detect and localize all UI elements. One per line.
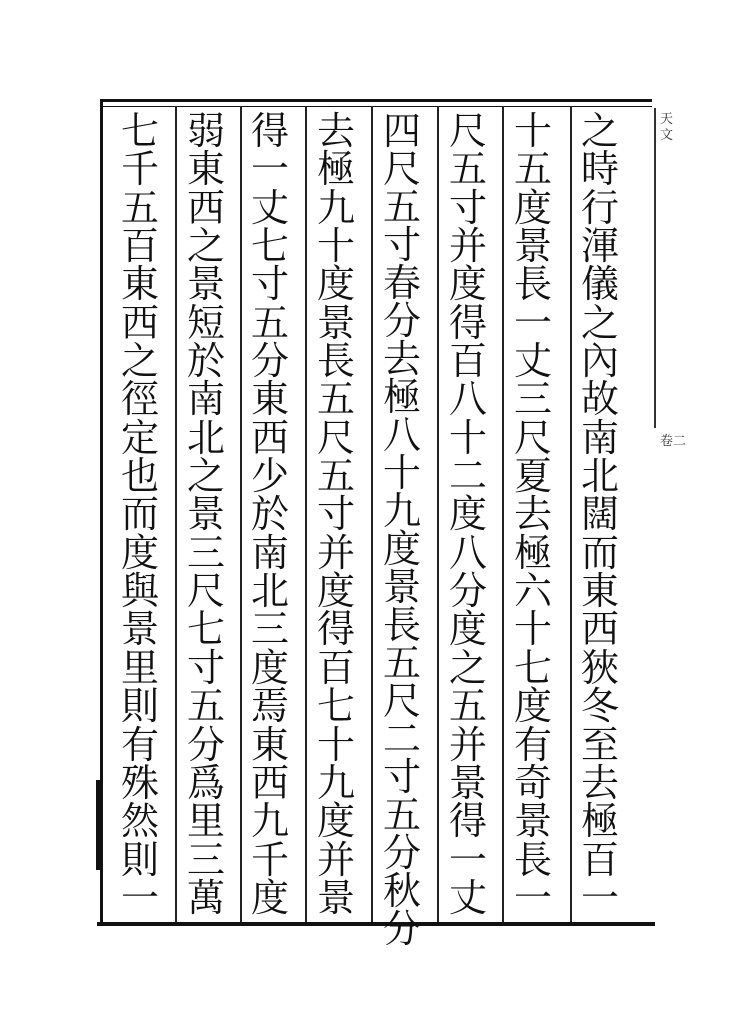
character: 尺 xyxy=(316,415,355,460)
character: 奇 xyxy=(513,760,552,805)
character: 去 xyxy=(316,109,355,153)
character: 一 xyxy=(120,875,159,920)
column-divider xyxy=(502,106,504,922)
character: 三 xyxy=(186,837,225,882)
character: 極 xyxy=(513,530,552,575)
character: 短 xyxy=(186,300,225,345)
character: 北 xyxy=(580,454,619,499)
character: 并 xyxy=(316,530,355,575)
character: 景 xyxy=(448,760,487,805)
character: 三 xyxy=(186,530,225,575)
character: 分 xyxy=(382,299,421,343)
character: 之 xyxy=(580,300,619,345)
character: 極 xyxy=(580,799,619,844)
character: 南 xyxy=(250,530,289,575)
character: 并 xyxy=(448,722,487,767)
character: 丈 xyxy=(448,875,487,920)
character: 五 xyxy=(448,684,487,729)
character: 七 xyxy=(186,607,225,652)
character: 之 xyxy=(448,645,487,690)
character: 尺 xyxy=(513,415,552,460)
character: 則 xyxy=(120,837,159,882)
character: 西 xyxy=(186,185,225,230)
character: 長 xyxy=(316,339,355,384)
character: 二 xyxy=(382,717,421,761)
character: 景 xyxy=(513,224,552,269)
character: 十 xyxy=(513,109,552,153)
character: 冬 xyxy=(580,684,619,729)
text-column xyxy=(374,109,430,951)
character: 於 xyxy=(186,339,225,384)
character: 度 xyxy=(316,569,355,614)
character: 九 xyxy=(250,799,289,844)
text-column xyxy=(178,109,234,920)
character: 丈 xyxy=(250,185,289,230)
character: 七 xyxy=(120,109,159,153)
margin-box xyxy=(654,108,682,428)
character: 內 xyxy=(580,339,619,384)
column-divider xyxy=(371,106,373,922)
character: 千 xyxy=(250,837,289,882)
character: 然 xyxy=(120,799,159,844)
character: 度 xyxy=(382,527,421,571)
character: 四 xyxy=(382,109,421,153)
character: 寸 xyxy=(316,492,355,537)
character: 極 xyxy=(316,147,355,192)
character: 度 xyxy=(513,185,552,230)
character: 定 xyxy=(120,415,159,460)
character: 景 xyxy=(316,300,355,345)
character: 六 xyxy=(513,569,552,614)
character: 景 xyxy=(316,875,355,920)
character: 而 xyxy=(580,530,619,575)
column-divider xyxy=(437,106,439,922)
character: 儀 xyxy=(580,262,619,307)
character: 殊 xyxy=(120,760,159,805)
character: 十 xyxy=(513,607,552,652)
character: 一 xyxy=(448,837,487,882)
character: 景 xyxy=(382,565,421,609)
character: 一 xyxy=(513,300,552,345)
character: 長 xyxy=(382,603,421,647)
frame-border-top xyxy=(100,99,652,102)
character: 五 xyxy=(382,185,421,229)
character: 五 xyxy=(448,147,487,192)
character: 九 xyxy=(382,489,421,533)
character: 與 xyxy=(120,569,159,614)
character: 而 xyxy=(120,492,159,537)
character: 五 xyxy=(316,454,355,499)
character: 西 xyxy=(250,760,289,805)
character: 七 xyxy=(513,645,552,690)
character: 八 xyxy=(382,413,421,457)
character: 并 xyxy=(448,224,487,269)
character: 東 xyxy=(120,262,159,307)
character: 九 xyxy=(316,185,355,230)
character: 五 xyxy=(186,684,225,729)
column-divider xyxy=(305,106,307,922)
character: 千 xyxy=(120,147,159,192)
character: 去 xyxy=(580,760,619,805)
character: 并 xyxy=(316,837,355,882)
character: 則 xyxy=(120,684,159,729)
character: 爲 xyxy=(186,760,225,805)
character: 得 xyxy=(316,607,355,652)
gutter-mark xyxy=(96,780,101,870)
character: 焉 xyxy=(250,684,289,729)
character: 長 xyxy=(513,837,552,882)
character: 得 xyxy=(250,109,289,153)
character: 狹 xyxy=(580,645,619,690)
character: 也 xyxy=(120,454,159,499)
character: 三 xyxy=(250,607,289,652)
character: 秋 xyxy=(382,869,421,913)
character: 夏 xyxy=(513,454,552,499)
character: 尺 xyxy=(382,679,421,723)
character: 分 xyxy=(382,831,421,875)
text-column xyxy=(572,109,628,920)
character: 度 xyxy=(250,875,289,920)
character: 五 xyxy=(120,185,159,230)
character: 五 xyxy=(250,300,289,345)
character: 七 xyxy=(250,224,289,269)
character: 里 xyxy=(120,645,159,690)
character: 景 xyxy=(513,799,552,844)
character: 春 xyxy=(382,261,421,305)
character: 西 xyxy=(120,300,159,345)
character: 二 xyxy=(448,454,487,499)
character: 北 xyxy=(186,415,225,460)
character: 九 xyxy=(316,760,355,805)
character: 闊 xyxy=(580,492,619,537)
character: 分 xyxy=(382,907,421,951)
character: 百 xyxy=(120,224,159,269)
text-column xyxy=(242,109,298,920)
character: 萬 xyxy=(186,875,225,920)
character: 尺 xyxy=(382,147,421,191)
character: 於 xyxy=(250,492,289,537)
character: 徑 xyxy=(120,377,159,422)
character: 七 xyxy=(316,684,355,729)
character: 之 xyxy=(580,109,619,153)
character: 南 xyxy=(186,377,225,422)
character: 故 xyxy=(580,377,619,422)
character: 分 xyxy=(186,722,225,767)
character: 極 xyxy=(382,375,421,419)
character: 十 xyxy=(316,722,355,767)
character: 五 xyxy=(316,377,355,422)
character: 景 xyxy=(120,607,159,652)
character: 百 xyxy=(316,645,355,690)
character: 少 xyxy=(250,454,289,499)
character: 南 xyxy=(580,415,619,460)
character: 八 xyxy=(448,530,487,575)
character: 八 xyxy=(448,377,487,422)
character: 一 xyxy=(513,875,552,920)
character: 度 xyxy=(448,492,487,537)
character: 時 xyxy=(580,147,619,192)
character: 百 xyxy=(580,837,619,882)
character: 東 xyxy=(580,569,619,614)
margin-title: 天文 xyxy=(660,112,674,143)
character: 尺 xyxy=(448,109,487,153)
character: 東 xyxy=(250,377,289,422)
character: 五 xyxy=(513,147,552,192)
character: 行 xyxy=(580,185,619,230)
character: 度 xyxy=(448,607,487,652)
character: 寸 xyxy=(186,645,225,690)
text-column xyxy=(112,109,168,920)
character: 寸 xyxy=(250,262,289,307)
character: 一 xyxy=(580,875,619,920)
character: 西 xyxy=(250,415,289,460)
character: 里 xyxy=(186,799,225,844)
character: 之 xyxy=(186,454,225,499)
character: 十 xyxy=(382,451,421,495)
character: 寸 xyxy=(382,223,421,267)
character: 西 xyxy=(580,607,619,652)
character: 東 xyxy=(186,147,225,192)
character: 十 xyxy=(316,224,355,269)
character: 景 xyxy=(186,262,225,307)
character: 得 xyxy=(448,300,487,345)
text-column xyxy=(505,109,561,920)
character: 一 xyxy=(250,147,289,192)
character: 景 xyxy=(186,492,225,537)
character: 至 xyxy=(580,722,619,767)
text-column xyxy=(308,109,364,920)
character: 寸 xyxy=(382,755,421,799)
character: 之 xyxy=(186,224,225,269)
character: 有 xyxy=(513,722,552,767)
character: 度 xyxy=(316,799,355,844)
character: 有 xyxy=(120,722,159,767)
character: 十 xyxy=(448,415,487,460)
character: 分 xyxy=(250,339,289,384)
character: 度 xyxy=(316,262,355,307)
character: 尺 xyxy=(186,569,225,614)
character: 度 xyxy=(448,262,487,307)
column-divider xyxy=(175,106,177,922)
character: 去 xyxy=(513,492,552,537)
character: 東 xyxy=(250,722,289,767)
text-column xyxy=(440,109,496,920)
character: 度 xyxy=(250,645,289,690)
character: 三 xyxy=(513,377,552,422)
character: 五 xyxy=(382,641,421,685)
character: 度 xyxy=(120,530,159,575)
character: 寸 xyxy=(448,185,487,230)
character: 去 xyxy=(382,337,421,381)
character: 分 xyxy=(448,569,487,614)
character: 百 xyxy=(448,339,487,384)
character: 渾 xyxy=(580,224,619,269)
character: 度 xyxy=(513,684,552,729)
character: 長 xyxy=(513,262,552,307)
character: 北 xyxy=(250,569,289,614)
character: 丈 xyxy=(513,339,552,384)
character: 弱 xyxy=(186,109,225,153)
character: 得 xyxy=(448,799,487,844)
character: 五 xyxy=(382,793,421,837)
character: 之 xyxy=(120,339,159,384)
margin-volume: 卷二 xyxy=(660,434,687,449)
